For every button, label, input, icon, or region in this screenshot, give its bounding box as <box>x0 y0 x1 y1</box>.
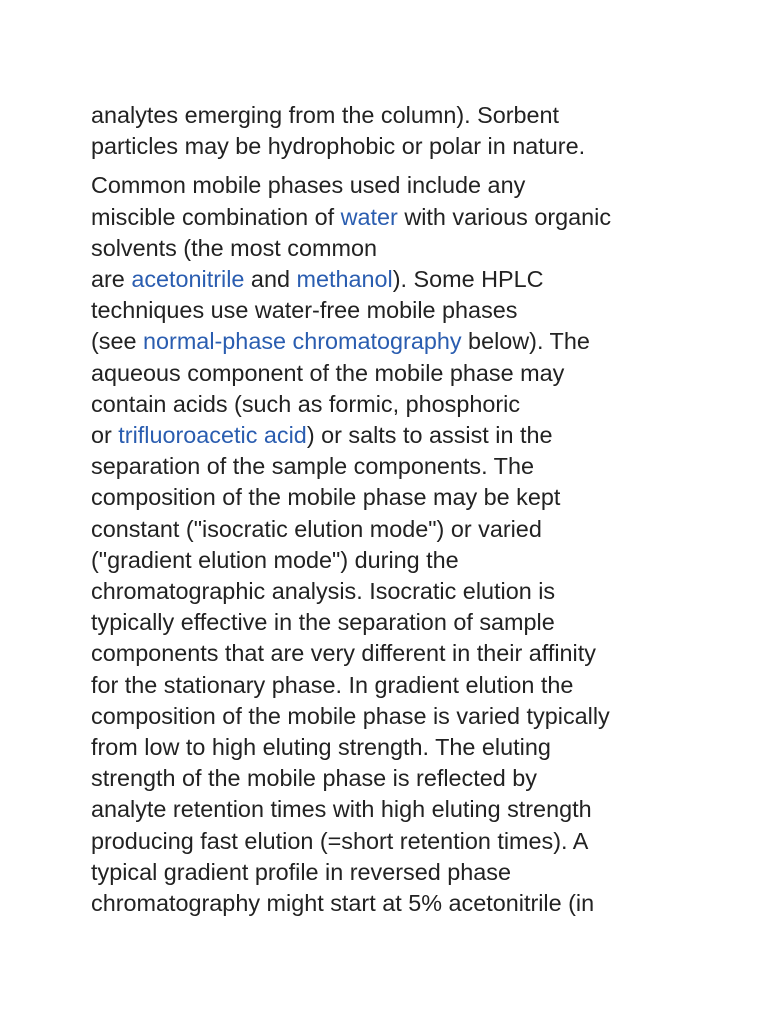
text-line: for the stationary phase. In gradient elution the <box>91 671 574 698</box>
text-fragment: with various organic <box>397 203 612 230</box>
text-line <box>91 420 691 451</box>
text-line: constant ("isocratic elution mode") or varied <box>91 515 542 542</box>
text-fragment: ) or salts to assist in the <box>306 422 553 449</box>
text-line: aqueous component of the mobile phase may <box>91 359 565 386</box>
text-fragment: or <box>91 422 119 449</box>
text-fragment: and <box>244 266 297 293</box>
text-line: ("gradient elution mode") during the <box>91 546 459 573</box>
document-page <box>91 100 691 919</box>
text-line: techniques use water-free mobile phases <box>91 297 518 324</box>
paragraph-sorbent <box>91 100 691 162</box>
text-fragment: below). The <box>461 328 590 355</box>
text-line <box>91 202 691 233</box>
text-line: analyte retention times with high eluting strength <box>91 796 592 823</box>
text-line: contain acids (such as formic, phosphoric <box>91 390 521 417</box>
text-line: solvents (the most common <box>91 234 377 261</box>
link-acetonitrile[interactable]: acetonitrile <box>131 266 245 293</box>
link-water[interactable]: water <box>340 203 398 230</box>
text-fragment: (see <box>91 328 144 355</box>
text-line: typically effective in the separation of sample <box>91 609 555 636</box>
text-line: chromatographic analysis. Isocratic elution is <box>91 578 556 605</box>
text-line: components that are very different in their affinity <box>91 640 596 667</box>
text-line: analytes emerging from the column). Sorbent <box>91 102 560 128</box>
text-line: chromatography might start at 5% acetonitrile (in <box>91 890 595 917</box>
link-normal-phase-chromatography[interactable]: normal-phase chromatography <box>143 328 462 355</box>
text-line: Common mobile phases used include any <box>91 172 526 199</box>
text-line: composition of the mobile phase is varied typically <box>91 702 610 729</box>
link-methanol[interactable]: methanol <box>296 266 393 293</box>
text-fragment: ). Some HPLC <box>392 266 544 293</box>
text-line: typical gradient profile in reversed phase <box>91 858 511 885</box>
text-line: from low to high eluting strength. The eluting <box>91 734 551 761</box>
text-line: particles may be hydrophobic or polar in nature. <box>91 133 586 160</box>
paragraph-mobile-phases <box>91 170 691 919</box>
text-line <box>91 264 691 295</box>
text-line <box>91 326 691 357</box>
text-fragment: are <box>91 266 132 293</box>
text-line: separation of the sample components. The <box>91 453 534 480</box>
link-trifluoroacetic-acid[interactable]: trifluoroacetic acid <box>118 422 307 449</box>
text-fragment: miscible combination of <box>91 203 341 230</box>
text-line: composition of the mobile phase may be kept <box>91 484 561 511</box>
text-line: strength of the mobile phase is reflected by <box>91 765 537 792</box>
text-line: producing fast elution (=short retention times). A <box>91 827 589 854</box>
